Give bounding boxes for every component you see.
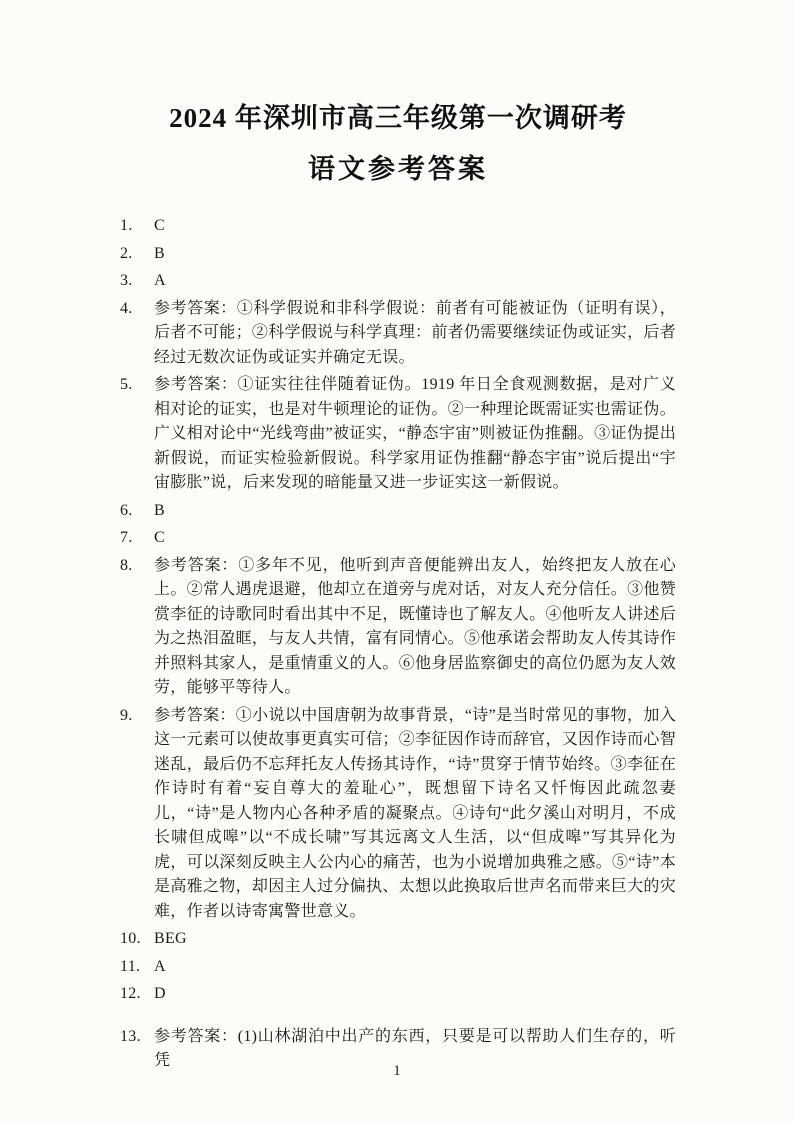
answer-text: 参考答案：(1)山林湖泊中出产的东西，只要是可以帮助人们生存的，听凭 (154, 1027, 676, 1069)
answer-text: A (154, 272, 166, 289)
answer-number: 4. (120, 299, 133, 317)
answer-item-6 (120, 499, 676, 524)
answer-item-7 (120, 526, 676, 551)
answer-item-2 (120, 242, 676, 267)
document-title (120, 96, 676, 186)
answer-number: 8. (120, 556, 133, 574)
answer-text: BEG (154, 930, 187, 947)
answer-item-10 (120, 927, 676, 952)
answer-text: D (154, 985, 166, 1002)
answer-number: 1. (120, 217, 133, 234)
answer-text: C (154, 529, 165, 546)
answer-text: 参考答案：①多年不见，他听到声音便能辨出友人，始终把友人放在心上。②常人遇虎退避，他却立在道旁与虎对话，对友人充分信任。③他赞赏李征的诗歌同时看出其中不足，既懂诗也了解友人。④他听友人讲述后为之热泪盈眶，与友人共情，富有同情心。⑤他承诺会帮助友人传其诗作并照料其家人，是重情重义的人。⑥他身居监察御史的高位仍愿为友人效劳，能够平等待人。 (154, 556, 676, 696)
answer-text: 参考答案：①证实往往伴随着证伪。1919 年日全食观测数据，是对广义相对论的证实，也是对牛顿理论的证伪。②一种理论既需证实也需证伪。广义相对论中“光线弯曲”被证实，“静态宇宙”则被证伪推翻。③证伪提出新假说，而证实检验新假说。科学家用证伪推翻“静态宇宙”说后提出“宇宙膨胀”说，后来发现的暗能量又进一步证实这一新假说。 (154, 376, 676, 491)
answer-number: 5. (120, 376, 133, 393)
answer-item-3 (120, 269, 676, 294)
answer-item-12 (120, 982, 676, 1007)
answer-item-1 (120, 214, 676, 239)
answer-number: 7. (120, 529, 133, 546)
answer-text: A (154, 957, 166, 975)
answer-item-4 (120, 297, 676, 371)
answer-number: 9. (120, 706, 133, 724)
answer-text: 参考答案：①小说以中国唐朝为故事背景，“诗”是当时常见的事物，加入这一元素可以使故事更真实可信；②李征因作诗而辞官，又因作诗而心智迷乱，最后仍不忘拜托友人传扬其诗作，“诗”贯穿于情节始终。③李征在作诗时有着“妄自尊大的羞耻心”，既想留下诗名又忏悔因此疏忽妻儿，“诗”是人物内心各种矛盾的凝聚点。④诗句“此夕溪山对明月，不成长啸但成嗥”以“不成长啸”写其远离文人生活，以“但成嗥”写其异化为虎，可以深刻反映主人公内心的痛苦，也为小说增加典雅之感。⑤“诗”本是高雅之物，却因主人过分偏执、太想以此换取后世声名而带来巨大的灾难，作者以诗寄寓警世意义。 (154, 706, 676, 920)
answer-text: 参考答案：①科学假说和非科学假说：前者有可能被证伪（证明有误），后者不可能；②科学假说与科学真理：前者仍需要继续证伪或证实，后者经过无数次证伪或证实并确定无误。 (154, 299, 676, 366)
answer-number: 3. (120, 272, 133, 289)
answer-number: 11. (120, 957, 141, 975)
title-line-2: 语文参考答案 (308, 154, 488, 184)
answer-text: B (154, 244, 165, 262)
answer-text: B (154, 501, 165, 519)
answer-item-5 (120, 373, 676, 496)
answer-number: 10. (120, 930, 141, 947)
title-line-1: 2024 年深圳市高三年级第一次调研考 (169, 103, 627, 133)
answer-number: 6. (120, 501, 133, 519)
answer-item-8 (120, 554, 676, 701)
answer-item-9 (120, 704, 676, 925)
answer-number: 2. (120, 244, 133, 262)
answer-item-11 (120, 955, 676, 980)
answer-number: 13. (120, 1027, 141, 1045)
answer-number: 12. (120, 985, 141, 1002)
page-number: 1 (393, 1063, 401, 1079)
answer-list (120, 214, 676, 1074)
answer-text: C (154, 217, 165, 234)
